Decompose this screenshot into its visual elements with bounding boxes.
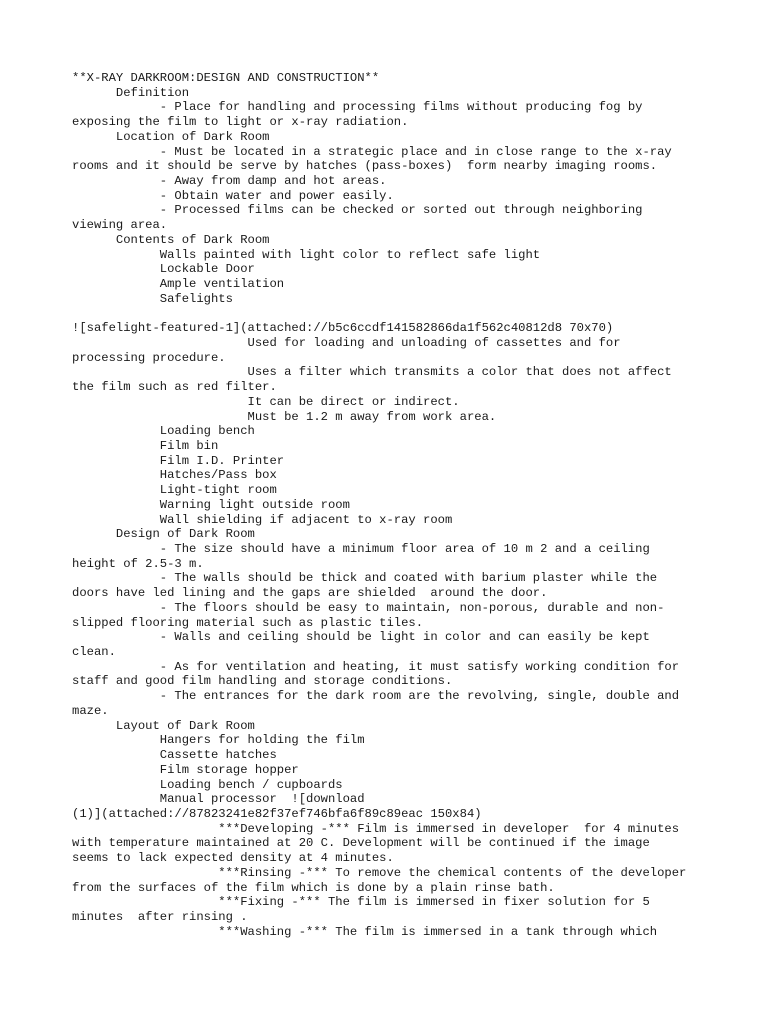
document-line: Contents of Dark Room	[72, 232, 270, 247]
document-line: - The walls should be thick and coated with barium plaster while the	[72, 571, 658, 586]
document-line: Lockable Door	[72, 262, 255, 277]
document-line: - The entrances for the dark room are the revolving, single, double and	[72, 689, 680, 704]
document-line: with temperature maintained at 20 C. Development will be continued if the image	[72, 836, 650, 851]
document-line: - Away from damp and hot areas.	[72, 174, 387, 189]
document-line: Ample ventilation	[72, 277, 285, 292]
document-line: - Place for handling and processing films without producing fog by	[72, 100, 643, 115]
document-line: Warning light outside room	[72, 497, 350, 512]
document-line: ***Developing -*** Film is immersed in developer for 4 minutes	[72, 821, 680, 836]
document-body	[72, 71, 686, 939]
document-line: Film storage hopper	[72, 762, 299, 777]
document-line: minutes after rinsing .	[72, 909, 248, 924]
document-line: Hangers for holding the film	[72, 733, 365, 748]
document-line: Safelights	[72, 291, 233, 306]
document-line: - Processed films can be checked or sorted out through neighboring	[72, 203, 643, 218]
document-line: Hatches/Pass box	[72, 468, 277, 483]
document-line: It can be direct or indirect.	[72, 394, 460, 409]
document-line: Loading bench	[72, 424, 255, 439]
document-line: the film such as red filter.	[72, 380, 277, 395]
document-line: seems to lack expected density at 4 minutes.	[72, 851, 394, 866]
document-line: rooms and it should be serve by hatches (pass-boxes) form nearby imaging rooms.	[72, 159, 658, 174]
document-line: doors have led lining and the gaps are shielded around the door.	[72, 586, 548, 601]
document-line: ***Rinsing -*** To remove the chemical contents of the developer	[72, 865, 687, 880]
document-line: Walls painted with light color to reflect safe light	[72, 247, 541, 262]
document-line: Film I.D. Printer	[72, 453, 285, 468]
document-line: - The size should have a minimum floor area of 10 m 2 and a ceiling	[72, 542, 650, 556]
document-line: Design of Dark Room	[72, 527, 255, 542]
document-line: Layout of Dark Room	[72, 718, 255, 733]
document-line: clean.	[72, 645, 116, 660]
document-line: Definition	[72, 85, 190, 100]
document-line: Must be 1.2 m away from work area.	[72, 409, 497, 424]
document-line: staff and good film handling and storage conditions.	[72, 674, 453, 689]
document-line: - Walls and ceiling should be light in color and can easily be kept	[72, 630, 650, 645]
document-line: Cassette hatches	[72, 748, 277, 763]
document-line: Light-tight room	[72, 483, 277, 498]
document-line: Location of Dark Room	[72, 129, 270, 144]
document-line: ![safelight-featured-1](attached://b5c6ccdf141582866da1f562c40812d8 70x70)	[72, 321, 614, 336]
document-line: processing procedure.	[72, 350, 226, 365]
document-line: Used for loading and unloading of cassettes and for	[72, 335, 621, 350]
document-line: - Obtain water and power easily.	[72, 188, 394, 203]
document-line: slipped flooring material such as plastic tiles.	[72, 615, 424, 630]
document-line: exposing the film to light or x-ray radiation.	[72, 115, 409, 130]
document-line: ***Washing -*** The film is immersed in a tank through which	[72, 924, 658, 939]
document-line: Film bin	[72, 438, 219, 453]
document-line: (1)](attached://87823241e82f37ef746bfa6f89c89eac 150x84)	[72, 806, 482, 821]
document-line: Wall shielding if adjacent to x-ray room	[72, 512, 453, 527]
document-line: Uses a filter which transmits a color that does not affect	[72, 365, 672, 380]
document-line: height of 2.5-3 m.	[72, 556, 204, 571]
document-line	[72, 307, 686, 322]
document-line: viewing area.	[72, 218, 168, 233]
document-line: - As for ventilation and heating, it must satisfy working condition for	[72, 659, 680, 674]
document-line: ***Fixing -*** The film is immersed in fixer solution for 5	[72, 895, 650, 910]
document-line: Loading bench / cupboards	[72, 777, 343, 792]
document-line: **X-RAY DARKROOM:DESIGN AND CONSTRUCTION**	[72, 71, 380, 85]
document-line: Manual processor ![download	[72, 792, 365, 807]
document-line: - The floors should be easy to maintain, non-porous, durable and non-	[72, 600, 665, 615]
document-line: maze.	[72, 703, 109, 718]
document-line: - Must be located in a strategic place and in close range to the x-ray	[72, 144, 672, 159]
document-line: from the surfaces of the film which is done by a plain rinse bath.	[72, 880, 555, 895]
